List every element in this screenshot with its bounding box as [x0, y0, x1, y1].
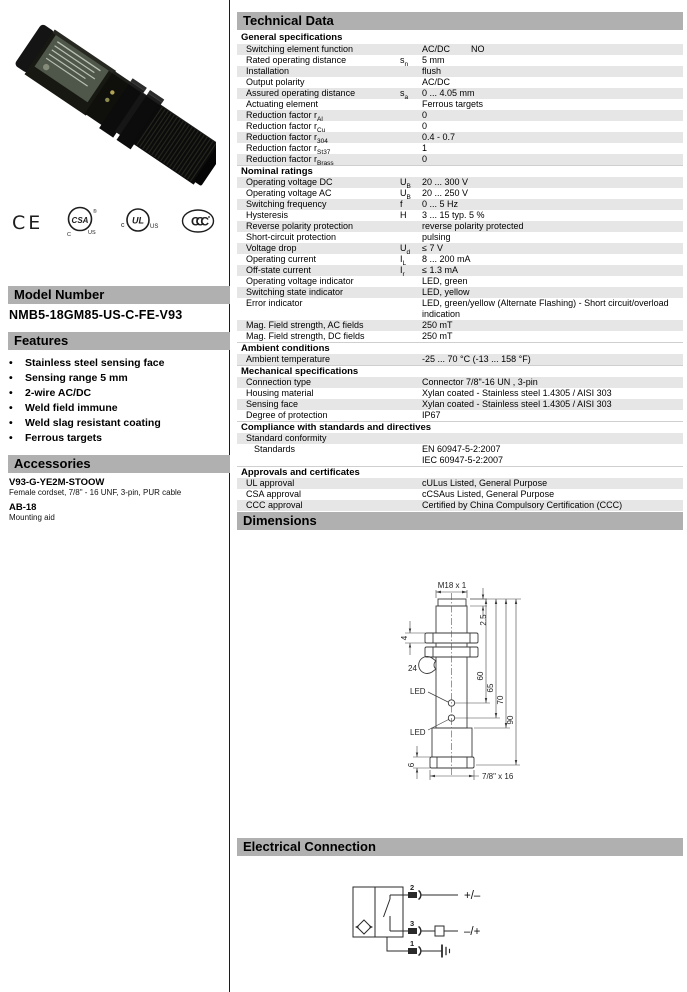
- tech-row: [237, 478, 683, 489]
- dim-led2-label: LED: [410, 728, 426, 737]
- tech-row-label: Assured operating distance: [246, 88, 356, 98]
- tech-row: [237, 254, 683, 265]
- feature-bullet: •: [9, 387, 13, 399]
- tech-row-label: Housing material: [246, 388, 314, 398]
- tech-section-heading: Approvals and certificates: [237, 466, 683, 478]
- tech-row: [237, 500, 683, 511]
- feature-item: [9, 386, 224, 401]
- dim-60: 60: [476, 671, 485, 681]
- tech-row-label: Short-circuit protection: [246, 232, 337, 242]
- ul-c-text: c: [120, 221, 125, 229]
- tech-row-value: 0.4 - 0.7: [422, 132, 456, 142]
- tech-row-value: AC/DC: [422, 77, 451, 87]
- tech-row-label: Switching state indicator: [246, 287, 344, 297]
- tech-row: [237, 44, 683, 55]
- tech-row-value: 250 mT: [422, 320, 453, 330]
- tech-row-value: 0 ... 4.05 mm: [422, 88, 475, 98]
- tech-row-label: Ambient temperature: [246, 354, 331, 364]
- ce-mark-logo: [12, 212, 43, 234]
- tech-row-label: Degree of protection: [246, 410, 328, 420]
- tech-section-heading: Nominal ratings: [237, 165, 683, 177]
- tech-row-value: LED, green: [422, 276, 468, 286]
- tech-row: [237, 489, 683, 500]
- tech-row: [237, 221, 683, 232]
- wire-2-polarity-label: +/–: [464, 890, 481, 902]
- tech-row-value: 5 mm: [422, 55, 445, 65]
- tech-row-label: Operating voltage DC: [246, 177, 333, 187]
- tech-row-value: 250 mT: [422, 331, 453, 341]
- tech-row-label: Operating current: [246, 254, 317, 264]
- tech-row-label: Error indicator: [246, 298, 303, 308]
- tech-row-value: EN 60947-5-2:2007 IEC 60947-5-2:2007: [422, 444, 504, 465]
- ul-us-text: US: [149, 223, 159, 230]
- tech-row-label: Reduction factor $r_{Brass}$: [246, 154, 334, 167]
- tech-row-value: cULus Listed, General Purpose: [422, 478, 548, 488]
- tech-row: [237, 132, 683, 143]
- tech-row: [237, 276, 683, 287]
- accessories-header: Accessories: [8, 455, 230, 473]
- tech-row-label: Operating voltage indicator: [246, 276, 354, 286]
- feature-bullet: •: [9, 357, 13, 369]
- tech-row-value: 0: [422, 110, 428, 120]
- tech-row-value: 8 ... 200 mA: [422, 254, 471, 264]
- sensor-photo-illustration: [4, 10, 216, 192]
- tech-row-value: 1: [422, 143, 428, 153]
- tech-row: [237, 331, 683, 342]
- tech-row: [237, 243, 683, 254]
- tech-row-symbol: $I_L$: [400, 254, 407, 267]
- tech-row-label: CSA approval: [246, 489, 302, 499]
- tech-row-label: Operating voltage AC: [246, 188, 332, 198]
- tech-row-symbol: $s_n$: [400, 55, 409, 68]
- certification-logos: [12, 204, 216, 242]
- tech-row-value: LED, green/yellow (Alternate Flashing) - Short circuit/overload indication: [422, 298, 669, 319]
- wire-3-polarity-label: –/+: [464, 926, 481, 938]
- accessory-description: Mounting aid: [9, 513, 55, 522]
- tech-row-value: -25 ... 70 °C (-13 ... 158 °F): [422, 354, 531, 364]
- tech-row-value: IP67: [422, 410, 441, 420]
- tech-row-label: Mag. Field strength, DC fields: [246, 331, 365, 341]
- tech-row: [237, 265, 683, 276]
- tech-row-symbol: $U_B$: [400, 177, 411, 190]
- dim-90: 90: [506, 715, 515, 725]
- feature-bullet: •: [9, 372, 13, 384]
- tech-row-value: [422, 44, 683, 55]
- feature-item: [9, 401, 224, 416]
- tech-row: [237, 232, 683, 243]
- tech-row: [237, 377, 683, 388]
- features-header: Features: [8, 332, 230, 350]
- tech-row-value: Connector 7/8"-16 UN , 3-pin: [422, 377, 538, 387]
- accessory-name: AB-18: [9, 502, 37, 513]
- dim-6: 6: [407, 762, 416, 768]
- tech-row: [237, 99, 683, 110]
- ul-logo-text: UL: [131, 215, 144, 225]
- tech-row: [237, 210, 683, 221]
- tech-row-label: Voltage drop: [246, 243, 297, 253]
- tech-row-value: 3 ... 15 typ. 5 %: [422, 210, 485, 220]
- tech-row-label: Reduction factor $r_{St37}$: [246, 143, 331, 156]
- tech-row-label: CCC approval: [246, 500, 303, 510]
- tech-row-symbol: $U_B$: [400, 188, 411, 201]
- tech-section-heading: Compliance with standards and directives: [237, 421, 683, 433]
- tech-row-label: UL approval: [246, 478, 295, 488]
- tech-row-value: flush: [422, 66, 442, 76]
- tech-row-value: LED, yellow: [422, 287, 470, 297]
- tech-section-heading: General specifications: [241, 32, 343, 43]
- tech-row-label: Rated operating distance: [246, 55, 347, 65]
- feature-item: [9, 371, 224, 386]
- wrench-icon: [419, 657, 436, 674]
- tech-row-value: pulsing: [422, 232, 451, 242]
- feature-text: 2-wire AC/DC: [25, 387, 92, 399]
- dimensions-header: Dimensions: [237, 512, 683, 530]
- tech-row-symbol: $s_a$: [400, 88, 409, 101]
- feature-text: Stainless steel sensing face: [25, 357, 165, 369]
- tech-row-label: Off-state current: [246, 265, 311, 275]
- tech-row-symbol: H: [400, 210, 407, 220]
- feature-item: [9, 431, 224, 446]
- csa-logo: [64, 204, 98, 243]
- tech-row: [237, 399, 683, 410]
- tech-row: [237, 110, 683, 121]
- feature-bullet: •: [9, 402, 13, 414]
- dim-65: 65: [486, 683, 495, 693]
- tech-row-value: 0: [422, 154, 428, 164]
- tech-row: [237, 188, 683, 199]
- tech-row: [237, 388, 683, 399]
- tech-row: [237, 199, 683, 210]
- tech-row-label: Switching element function: [246, 44, 354, 54]
- tech-row-value: ≤ 1.3 mA: [422, 265, 458, 275]
- tech-row-symbol: f: [400, 199, 403, 209]
- csa-us-text: US: [87, 229, 96, 236]
- tech-row: [237, 433, 683, 444]
- ce-mark-text: CE: [12, 212, 44, 234]
- feature-bullet: •: [9, 432, 13, 444]
- model-number-header: Model Number: [8, 286, 230, 304]
- tech-row-value: 0 ... 5 Hz: [422, 199, 459, 209]
- tech-row-value: cCSAus Listed, General Purpose: [422, 489, 555, 499]
- features-list: [9, 356, 224, 446]
- tech-row: [237, 354, 683, 365]
- pin-1-label: 1: [410, 939, 415, 948]
- product-photo: [4, 10, 216, 192]
- dim-led1-label: LED: [410, 687, 426, 696]
- tech-row-value: 20 ... 250 V: [422, 188, 469, 198]
- tech-row-symbol: $I_r$: [400, 265, 405, 278]
- accessory-description: Female cordset, 7/8" - 16 UNF, 3-pin, PUR cable: [9, 488, 182, 497]
- ccc-logo-text: CCC: [190, 214, 205, 228]
- dim-cap-height: 2.5: [479, 614, 488, 626]
- tech-row-label: Reduction factor $r_{304}$: [246, 132, 328, 145]
- pin-2-label: 2: [410, 883, 415, 892]
- ccc-logo: [180, 207, 216, 240]
- tech-row-value: Xylan coated - Stainless steel 1.4305 / AISI 303: [422, 388, 612, 398]
- dimension-drawing: [397, 578, 549, 793]
- tech-row-label: Mag. Field strength, AC fields: [246, 320, 364, 330]
- dim-70: 70: [496, 695, 505, 705]
- feature-text: Weld field immune: [25, 402, 118, 414]
- tech-row-label: Switching frequency: [246, 199, 327, 209]
- feature-bullet: •: [9, 417, 13, 429]
- accessory-name: V93-G-YE2M-STOOW: [9, 477, 105, 488]
- tech-row: [237, 121, 683, 132]
- csa-logo-text: CSA: [71, 215, 88, 225]
- tech-row: [237, 66, 683, 77]
- tech-row-label: Installation: [246, 66, 290, 76]
- tech-row: [237, 320, 683, 331]
- accessories-list: [9, 477, 227, 527]
- tech-section-heading: Ambient conditions: [237, 342, 683, 354]
- tech-row: [237, 177, 683, 188]
- tech-row-label: Standard conformity: [246, 433, 327, 443]
- feature-text: Ferrous targets: [25, 432, 103, 444]
- tech-row: [237, 143, 683, 154]
- feature-text: Weld slag resistant coating: [25, 417, 161, 429]
- tech-row: [237, 298, 683, 320]
- ul-logo: [118, 206, 160, 241]
- tech-row-label: Standards: [254, 444, 296, 454]
- tech-row-value: Xylan coated - Stainless steel 1.4305 / AISI 303: [422, 399, 612, 409]
- tech-row-label: Actuating element: [246, 99, 319, 109]
- dim-wrench-size: 24: [408, 664, 417, 673]
- tech-row: [237, 55, 683, 66]
- tech-row: [237, 154, 683, 165]
- tech-row-value-secondary: NO: [471, 44, 485, 54]
- left-column: [0, 0, 230, 992]
- tech-row-value: Certified by China Compulsory Certification (CCC): [422, 500, 623, 510]
- tech-row-label: Connection type: [246, 377, 312, 387]
- tech-row-label: Hysteresis: [246, 210, 289, 220]
- feature-text: Sensing range 5 mm: [25, 372, 128, 384]
- tech-row-symbol: $U_d$: [400, 243, 411, 256]
- tech-row-value-main: AC/DC: [422, 44, 451, 54]
- csa-registered-mark: ®: [92, 208, 97, 215]
- model-number-value: NMB5-18GM85-US-C-FE-V93: [9, 308, 183, 322]
- dim-thread-bottom: 7/8" x 16: [482, 772, 514, 781]
- electrical-connection-diagram: [340, 878, 540, 970]
- feature-item: [9, 416, 224, 431]
- pin-3-label: 3: [410, 919, 415, 928]
- tech-row-value: reverse polarity protected: [422, 221, 524, 231]
- feature-item: [9, 356, 224, 371]
- tech-row-label: Reduction factor $r_{Al}$: [246, 110, 323, 123]
- right-column: [237, 0, 683, 992]
- tech-row-label: Sensing face: [246, 399, 299, 409]
- tech-row: [237, 88, 683, 99]
- tech-row-label: Output polarity: [246, 77, 305, 87]
- tech-row-value: 0: [422, 121, 428, 131]
- tech-row: [237, 287, 683, 298]
- dim-nut-thickness: 4: [400, 635, 409, 641]
- technical-data-table: [237, 32, 683, 511]
- tech-row-value: ≤ 7 V: [422, 243, 443, 253]
- dim-thread-top: M18 x 1: [437, 581, 467, 590]
- tech-section-heading: Mechanical specifications: [237, 365, 683, 377]
- electrical-connection-header: Electrical Connection: [237, 838, 683, 856]
- tech-row: [237, 444, 683, 466]
- technical-data-header: Technical Data: [237, 12, 683, 30]
- tech-row-label: Reduction factor $r_{Cu}$: [246, 121, 326, 134]
- tech-row: [237, 77, 683, 88]
- tech-row: [237, 410, 683, 421]
- csa-c-text: C: [66, 231, 71, 238]
- tech-row-value: Ferrous targets: [422, 99, 484, 109]
- tech-row-value: 20 ... 300 V: [422, 177, 469, 187]
- tech-row-label: Reverse polarity protection: [246, 221, 354, 231]
